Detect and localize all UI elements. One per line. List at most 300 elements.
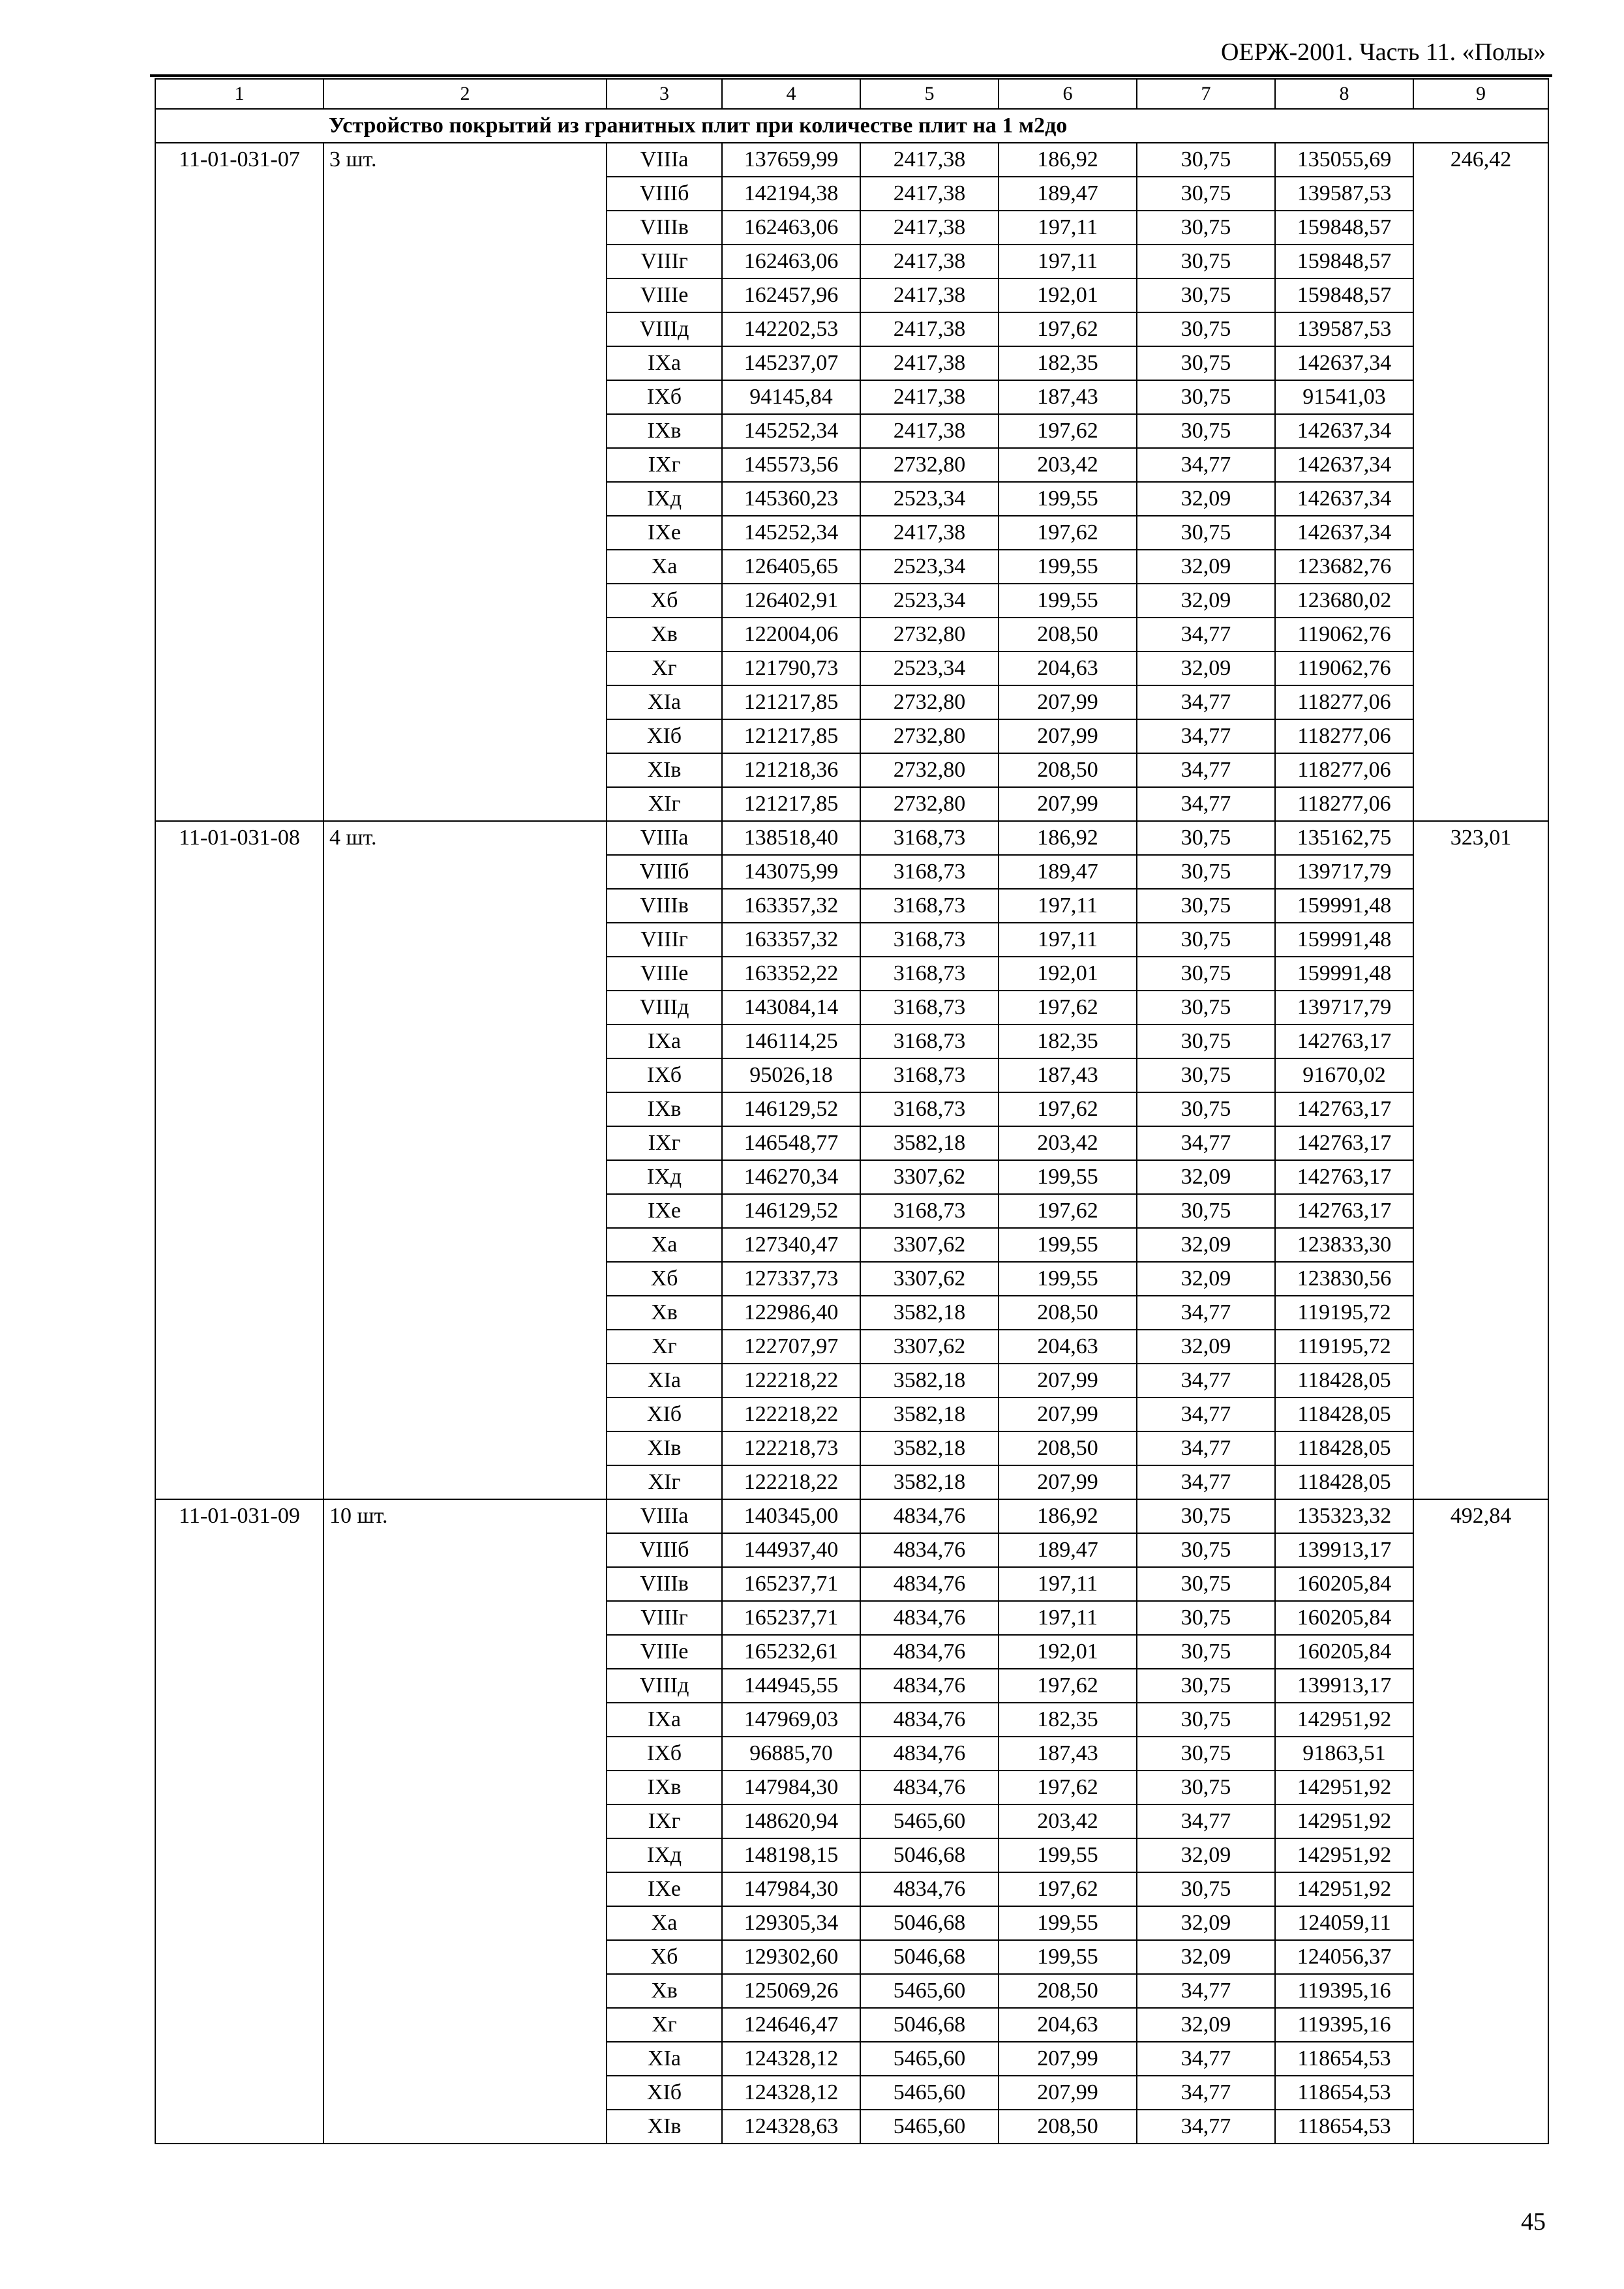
driver-wage-cell: 34,77 [1137,1431,1275,1465]
zone-cell: XIа [607,685,722,719]
direct-cost-cell: 129302,60 [722,1940,860,1974]
column-number: 3 [607,79,722,109]
machine-cost-cell: 199,55 [999,1906,1137,1940]
direct-cost-cell: 147969,03 [722,1703,860,1737]
machine-cost-cell: 187,43 [999,1737,1137,1771]
direct-cost-cell: 125069,26 [722,1974,860,2008]
zone-cell: Xг [607,2008,722,2042]
machine-cost-cell: 197,62 [999,1872,1137,1906]
zone-cell: Xг [607,1330,722,1364]
labor-cost-cell: 2732,80 [860,685,999,719]
machine-cost-cell: 199,55 [999,1838,1137,1872]
direct-cost-cell: 148620,94 [722,1804,860,1838]
direct-cost-cell: 121218,36 [722,753,860,787]
section-title: Устройство покрытий из гранитных плит при количестве плит на 1 м2до [155,109,1548,143]
labor-cost-cell: 5465,60 [860,2110,999,2144]
labor-cost-cell: 2417,38 [860,516,999,550]
machine-cost-cell: 203,42 [999,1804,1137,1838]
driver-wage-cell: 34,77 [1137,1364,1275,1398]
machine-cost-cell: 182,35 [999,346,1137,380]
machine-cost-cell: 207,99 [999,719,1137,753]
driver-wage-cell: 34,77 [1137,787,1275,821]
labor-cost-cell: 3307,62 [860,1262,999,1296]
materials-cost-cell: 118277,06 [1275,719,1413,753]
machine-cost-cell: 182,35 [999,1025,1137,1058]
machine-cost-cell: 197,62 [999,516,1137,550]
machine-cost-cell: 197,62 [999,1669,1137,1703]
labor-cost-cell: 2732,80 [860,787,999,821]
machine-cost-cell: 203,42 [999,448,1137,482]
materials-cost-cell: 123682,76 [1275,550,1413,584]
labor-cost-cell: 2417,38 [860,177,999,211]
labor-cost-cell: 2523,34 [860,550,999,584]
zone-cell: IXд [607,1838,722,1872]
zone-cell: IXб [607,1737,722,1771]
machine-cost-cell: 199,55 [999,482,1137,516]
driver-wage-cell: 32,09 [1137,1940,1275,1974]
zone-cell: Xв [607,618,722,651]
labor-cost-cell: 2417,38 [860,312,999,346]
machine-cost-cell: 197,62 [999,1194,1137,1228]
materials-cost-cell: 118277,06 [1275,787,1413,821]
machine-cost-cell: 199,55 [999,1940,1137,1974]
table-row [155,821,1548,855]
machine-cost-cell: 208,50 [999,2110,1137,2144]
zone-cell: IXб [607,380,722,414]
machine-cost-cell: 207,99 [999,2042,1137,2076]
page-header: ОЕРЖ-2001. Часть 11. «Полы» [1220,38,1546,66]
labor-hours-cell: 323,01 [1413,821,1548,1499]
zone-cell: XIа [607,2042,722,2076]
driver-wage-cell: 34,77 [1137,2042,1275,2076]
materials-cost-cell: 142637,34 [1275,482,1413,516]
zone-cell: XIв [607,753,722,787]
materials-cost-cell: 142763,17 [1275,1025,1413,1058]
machine-cost-cell: 182,35 [999,1703,1137,1737]
materials-cost-cell: 160205,84 [1275,1635,1413,1669]
machine-cost-cell: 203,42 [999,1126,1137,1160]
materials-cost-cell: 123833,30 [1275,1228,1413,1262]
driver-wage-cell: 34,77 [1137,2076,1275,2110]
labor-cost-cell: 2417,38 [860,143,999,177]
driver-wage-cell: 34,77 [1137,1974,1275,2008]
labor-cost-cell: 3582,18 [860,1398,999,1431]
machine-cost-cell: 199,55 [999,550,1137,584]
driver-wage-cell: 30,75 [1137,889,1275,923]
materials-cost-cell: 91541,03 [1275,380,1413,414]
direct-cost-cell: 146114,25 [722,1025,860,1058]
materials-cost-cell: 139587,53 [1275,177,1413,211]
column-number: 1 [155,79,323,109]
zone-cell: IXд [607,482,722,516]
direct-cost-cell: 162463,06 [722,211,860,245]
materials-cost-cell: 119395,16 [1275,2008,1413,2042]
direct-cost-cell: 142194,38 [722,177,860,211]
labor-cost-cell: 5046,68 [860,1906,999,1940]
zone-cell: XIб [607,2076,722,2110]
labor-cost-cell: 2732,80 [860,448,999,482]
machine-cost-cell: 192,01 [999,278,1137,312]
labor-cost-cell: 2732,80 [860,719,999,753]
column-number: 5 [860,79,999,109]
zone-cell: Xг [607,651,722,685]
machine-cost-cell: 199,55 [999,1160,1137,1194]
zone-cell: IXв [607,1771,722,1804]
direct-cost-cell: 145237,07 [722,346,860,380]
direct-cost-cell: 122218,22 [722,1364,860,1398]
materials-cost-cell: 124059,11 [1275,1906,1413,1940]
driver-wage-cell: 30,75 [1137,821,1275,855]
driver-wage-cell: 30,75 [1137,143,1275,177]
driver-wage-cell: 30,75 [1137,1025,1275,1058]
materials-cost-cell: 135162,75 [1275,821,1413,855]
materials-cost-cell: 159848,57 [1275,245,1413,278]
driver-wage-cell: 32,09 [1137,550,1275,584]
machine-cost-cell: 186,92 [999,143,1137,177]
driver-wage-cell: 34,77 [1137,1398,1275,1431]
zone-cell: XIг [607,1465,722,1499]
zone-cell: XIб [607,719,722,753]
direct-cost-cell: 162457,96 [722,278,860,312]
table-row [155,1499,1548,1533]
driver-wage-cell: 30,75 [1137,1092,1275,1126]
driver-wage-cell: 30,75 [1137,211,1275,245]
machine-cost-cell: 208,50 [999,1431,1137,1465]
zone-cell: IXе [607,516,722,550]
materials-cost-cell: 142951,92 [1275,1804,1413,1838]
labor-cost-cell: 4834,76 [860,1635,999,1669]
labor-cost-cell: 2417,38 [860,414,999,448]
zone-cell: VIIIб [607,177,722,211]
materials-cost-cell: 142951,92 [1275,1838,1413,1872]
driver-wage-cell: 30,75 [1137,1058,1275,1092]
direct-cost-cell: 124328,63 [722,2110,860,2144]
rate-quantity: 3 шт. [323,143,607,821]
labor-cost-cell: 2523,34 [860,584,999,618]
machine-cost-cell: 187,43 [999,1058,1137,1092]
labor-cost-cell: 3168,73 [860,855,999,889]
direct-cost-cell: 145573,56 [722,448,860,482]
materials-cost-cell: 91863,51 [1275,1737,1413,1771]
zone-cell: IXа [607,1025,722,1058]
direct-cost-cell: 122218,22 [722,1465,860,1499]
rates-table-container [155,78,1548,2144]
materials-cost-cell: 118654,53 [1275,2110,1413,2144]
materials-cost-cell: 119195,72 [1275,1330,1413,1364]
driver-wage-cell: 30,75 [1137,1567,1275,1601]
driver-wage-cell: 34,77 [1137,1296,1275,1330]
rate-quantity: 4 шт. [323,821,607,1499]
machine-cost-cell: 199,55 [999,584,1137,618]
zone-cell: XIг [607,787,722,821]
materials-cost-cell: 119062,76 [1275,651,1413,685]
materials-cost-cell: 118428,05 [1275,1364,1413,1398]
zone-cell: VIIIв [607,211,722,245]
column-number: 9 [1413,79,1548,109]
machine-cost-cell: 189,47 [999,855,1137,889]
direct-cost-cell: 163352,22 [722,957,860,991]
zone-cell: XIа [607,1364,722,1398]
direct-cost-cell: 148198,15 [722,1838,860,1872]
driver-wage-cell: 34,77 [1137,1804,1275,1838]
zone-cell: VIIIа [607,821,722,855]
materials-cost-cell: 159848,57 [1275,278,1413,312]
zone-cell: VIIIг [607,1601,722,1635]
materials-cost-cell: 142951,92 [1275,1872,1413,1906]
machine-cost-cell: 208,50 [999,753,1137,787]
zone-cell: XIв [607,1431,722,1465]
direct-cost-cell: 140345,00 [722,1499,860,1533]
driver-wage-cell: 34,77 [1137,2110,1275,2144]
machine-cost-cell: 192,01 [999,957,1137,991]
rate-code: 11-01-031-08 [155,821,323,1499]
labor-cost-cell: 2523,34 [860,651,999,685]
materials-cost-cell: 123680,02 [1275,584,1413,618]
direct-cost-cell: 165232,61 [722,1635,860,1669]
driver-wage-cell: 30,75 [1137,312,1275,346]
materials-cost-cell: 119195,72 [1275,1296,1413,1330]
materials-cost-cell: 118428,05 [1275,1431,1413,1465]
zone-cell: Xб [607,584,722,618]
machine-cost-cell: 207,99 [999,685,1137,719]
direct-cost-cell: 145252,34 [722,414,860,448]
rate-code: 11-01-031-07 [155,143,323,821]
zone-cell: VIIIв [607,889,722,923]
labor-cost-cell: 3582,18 [860,1431,999,1465]
zone-cell: IXа [607,346,722,380]
labor-cost-cell: 5465,60 [860,2076,999,2110]
labor-cost-cell: 3168,73 [860,957,999,991]
machine-cost-cell: 204,63 [999,2008,1137,2042]
materials-cost-cell: 91670,02 [1275,1058,1413,1092]
labor-cost-cell: 3168,73 [860,991,999,1025]
materials-cost-cell: 142637,34 [1275,414,1413,448]
materials-cost-cell: 135055,69 [1275,143,1413,177]
zone-cell: IXв [607,414,722,448]
driver-wage-cell: 34,77 [1137,1126,1275,1160]
materials-cost-cell: 118428,05 [1275,1465,1413,1499]
labor-cost-cell: 2732,80 [860,618,999,651]
column-number: 6 [999,79,1137,109]
zone-cell: VIIIд [607,1669,722,1703]
driver-wage-cell: 30,75 [1137,1635,1275,1669]
column-number-row [155,79,1548,109]
materials-cost-cell: 139717,79 [1275,991,1413,1025]
direct-cost-cell: 145252,34 [722,516,860,550]
direct-cost-cell: 94145,84 [722,380,860,414]
labor-cost-cell: 4834,76 [860,1771,999,1804]
labor-cost-cell: 3168,73 [860,821,999,855]
materials-cost-cell: 118654,53 [1275,2042,1413,2076]
column-number: 4 [722,79,860,109]
materials-cost-cell: 135323,32 [1275,1499,1413,1533]
materials-cost-cell: 142763,17 [1275,1126,1413,1160]
labor-cost-cell: 3582,18 [860,1296,999,1330]
labor-cost-cell: 3168,73 [860,1025,999,1058]
direct-cost-cell: 124328,12 [722,2042,860,2076]
zone-cell: IXв [607,1092,722,1126]
labor-cost-cell: 4834,76 [860,1669,999,1703]
driver-wage-cell: 30,75 [1137,1601,1275,1635]
direct-cost-cell: 163357,32 [722,923,860,957]
labor-cost-cell: 4834,76 [860,1567,999,1601]
zone-cell: XIв [607,2110,722,2144]
labor-hours-cell: 246,42 [1413,143,1548,821]
direct-cost-cell: 122707,97 [722,1330,860,1364]
zone-cell: Xв [607,1296,722,1330]
materials-cost-cell: 118654,53 [1275,2076,1413,2110]
labor-cost-cell: 4834,76 [860,1737,999,1771]
zone-cell: IXд [607,1160,722,1194]
labor-cost-cell: 2417,38 [860,278,999,312]
direct-cost-cell: 122986,40 [722,1296,860,1330]
direct-cost-cell: 142202,53 [722,312,860,346]
driver-wage-cell: 32,09 [1137,584,1275,618]
zone-cell: VIIIе [607,278,722,312]
materials-cost-cell: 159991,48 [1275,923,1413,957]
direct-cost-cell: 121217,85 [722,685,860,719]
materials-cost-cell: 139913,17 [1275,1533,1413,1567]
direct-cost-cell: 165237,71 [722,1567,860,1601]
table-body [155,79,1548,2144]
zone-cell: Xб [607,1940,722,1974]
machine-cost-cell: 199,55 [999,1262,1137,1296]
machine-cost-cell: 189,47 [999,177,1137,211]
machine-cost-cell: 207,99 [999,1465,1137,1499]
direct-cost-cell: 121790,73 [722,651,860,685]
zone-cell: IXа [607,1703,722,1737]
driver-wage-cell: 30,75 [1137,957,1275,991]
zone-cell: VIIIб [607,855,722,889]
materials-cost-cell: 142637,34 [1275,346,1413,380]
machine-cost-cell: 192,01 [999,1635,1137,1669]
direct-cost-cell: 121217,85 [722,787,860,821]
labor-cost-cell: 4834,76 [860,1499,999,1533]
machine-cost-cell: 204,63 [999,1330,1137,1364]
direct-cost-cell: 124646,47 [722,2008,860,2042]
driver-wage-cell: 30,75 [1137,991,1275,1025]
machine-cost-cell: 186,92 [999,821,1137,855]
driver-wage-cell: 32,09 [1137,1160,1275,1194]
zone-cell: IXг [607,448,722,482]
materials-cost-cell: 139587,53 [1275,312,1413,346]
materials-cost-cell: 123830,56 [1275,1262,1413,1296]
machine-cost-cell: 197,62 [999,1092,1137,1126]
labor-cost-cell: 3582,18 [860,1465,999,1499]
materials-cost-cell: 142637,34 [1275,448,1413,482]
direct-cost-cell: 122218,22 [722,1398,860,1431]
zone-cell: XIб [607,1398,722,1431]
materials-cost-cell: 119395,16 [1275,1974,1413,2008]
zone-cell: Xв [607,1974,722,2008]
zone-cell: Xа [607,1906,722,1940]
zone-cell: VIIIг [607,923,722,957]
labor-cost-cell: 3307,62 [860,1330,999,1364]
direct-cost-cell: 124328,12 [722,2076,860,2110]
labor-cost-cell: 5046,68 [860,1940,999,1974]
direct-cost-cell: 163357,32 [722,889,860,923]
direct-cost-cell: 122004,06 [722,618,860,651]
driver-wage-cell: 32,09 [1137,1330,1275,1364]
materials-cost-cell: 124056,37 [1275,1940,1413,1974]
materials-cost-cell: 118428,05 [1275,1398,1413,1431]
direct-cost-cell: 126402,91 [722,584,860,618]
driver-wage-cell: 34,77 [1137,448,1275,482]
driver-wage-cell: 32,09 [1137,651,1275,685]
materials-cost-cell: 142763,17 [1275,1160,1413,1194]
direct-cost-cell: 162463,06 [722,245,860,278]
direct-cost-cell: 144945,55 [722,1669,860,1703]
zone-cell: VIIIв [607,1567,722,1601]
machine-cost-cell: 197,11 [999,923,1137,957]
machine-cost-cell: 207,99 [999,1398,1137,1431]
materials-cost-cell: 142951,92 [1275,1703,1413,1737]
driver-wage-cell: 30,75 [1137,245,1275,278]
labor-cost-cell: 5046,68 [860,1838,999,1872]
labor-cost-cell: 2523,34 [860,482,999,516]
labor-cost-cell: 3168,73 [860,923,999,957]
section-title-row [155,109,1548,143]
driver-wage-cell: 34,77 [1137,719,1275,753]
direct-cost-cell: 127337,73 [722,1262,860,1296]
driver-wage-cell: 30,75 [1137,1194,1275,1228]
machine-cost-cell: 197,11 [999,1601,1137,1635]
rates-table [155,78,1549,2144]
zone-cell: IXб [607,1058,722,1092]
materials-cost-cell: 142637,34 [1275,516,1413,550]
driver-wage-cell: 34,77 [1137,685,1275,719]
materials-cost-cell: 160205,84 [1275,1601,1413,1635]
zone-cell: VIIIд [607,991,722,1025]
labor-cost-cell: 5465,60 [860,2042,999,2076]
materials-cost-cell: 119062,76 [1275,618,1413,651]
driver-wage-cell: 30,75 [1137,923,1275,957]
machine-cost-cell: 197,11 [999,889,1137,923]
labor-cost-cell: 5465,60 [860,1974,999,2008]
zone-cell: VIIIе [607,957,722,991]
column-number: 7 [1137,79,1275,109]
driver-wage-cell: 30,75 [1137,380,1275,414]
materials-cost-cell: 142763,17 [1275,1194,1413,1228]
driver-wage-cell: 30,75 [1137,855,1275,889]
machine-cost-cell: 197,11 [999,211,1137,245]
driver-wage-cell: 32,09 [1137,1262,1275,1296]
labor-cost-cell: 5465,60 [860,1804,999,1838]
machine-cost-cell: 208,50 [999,618,1137,651]
driver-wage-cell: 30,75 [1137,1499,1275,1533]
direct-cost-cell: 147984,30 [722,1771,860,1804]
direct-cost-cell: 127340,47 [722,1228,860,1262]
machine-cost-cell: 207,99 [999,1364,1137,1398]
labor-cost-cell: 4834,76 [860,1533,999,1567]
labor-cost-cell: 3168,73 [860,1058,999,1092]
materials-cost-cell: 142763,17 [1275,1092,1413,1126]
materials-cost-cell: 118277,06 [1275,753,1413,787]
driver-wage-cell: 34,77 [1137,753,1275,787]
driver-wage-cell: 30,75 [1137,1872,1275,1906]
labor-hours-cell: 492,84 [1413,1499,1548,2144]
zone-cell: IXе [607,1194,722,1228]
materials-cost-cell: 159991,48 [1275,957,1413,991]
labor-cost-cell: 4834,76 [860,1703,999,1737]
driver-wage-cell: 30,75 [1137,1669,1275,1703]
driver-wage-cell: 30,75 [1137,1771,1275,1804]
driver-wage-cell: 34,77 [1137,1465,1275,1499]
machine-cost-cell: 197,62 [999,312,1137,346]
direct-cost-cell: 147984,30 [722,1872,860,1906]
machine-cost-cell: 204,63 [999,651,1137,685]
driver-wage-cell: 30,75 [1137,1703,1275,1737]
